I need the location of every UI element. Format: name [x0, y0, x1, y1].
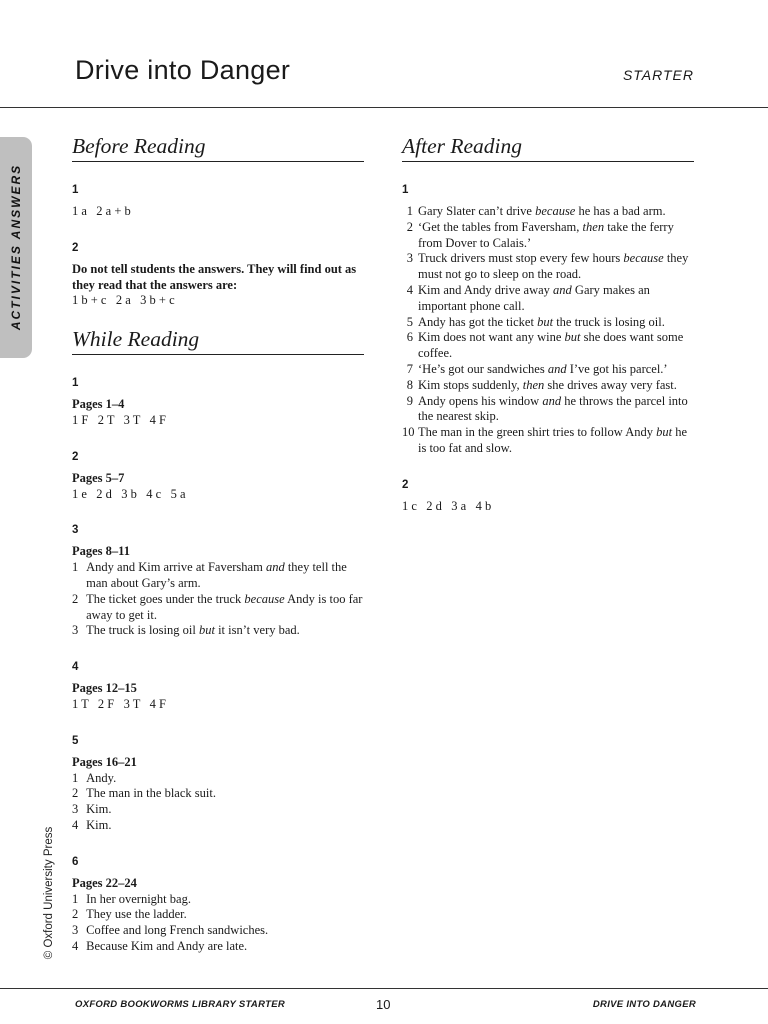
exercise-number: 5 [72, 734, 79, 747]
pages-label: Pages 1–4 [72, 397, 125, 412]
pages-label: Pages 12–15 [72, 681, 137, 696]
page-number: 10 [376, 997, 391, 1012]
answer-line: 1 c 2 d 3 a 4 b [402, 498, 492, 513]
answer-item: 3 Kim. [72, 802, 112, 817]
exercise-number: 6 [72, 855, 79, 868]
right-column [402, 133, 694, 515]
answer-item: 3 Truck drivers must stop every few hours because they must not go to sleep on the road. [406, 251, 689, 282]
before-reading-heading: Before Reading [72, 133, 364, 162]
answer-item: 3 The truck is losing oil but it isn’t very bad. [72, 623, 300, 638]
answer-item: 1 Andy. [72, 770, 117, 785]
answer-item: 9 Andy opens his window and he throws the parcel into the nearest skip. [406, 393, 688, 424]
answer-item: 1 Andy and Kim arrive at Faversham and they tell the man about Gary’s arm. [72, 560, 347, 590]
exercise-number: 2 [72, 241, 79, 254]
footer-book-title: DRIVE INTO DANGER [592, 999, 696, 1010]
answer-item: 2 The man in the black suit. [72, 786, 216, 801]
pages-label: Pages 8–11 [72, 544, 130, 559]
answer-line: 1 e 2 d 3 b 4 c 5 a [72, 486, 186, 501]
answer-item: 10 The man in the green shirt tries to follow Andy but he is too fat and slow. [402, 425, 688, 455]
answer-item: 4 Kim. [72, 817, 112, 832]
answer-item: 4 Kim and Andy drive away and Gary makes an important phone call. [406, 282, 650, 313]
while-reading-heading: While Reading [72, 326, 364, 355]
pages-label: Pages 5–7 [72, 470, 125, 485]
exercise-number: 3 [72, 524, 79, 537]
after-reading-heading: After Reading [402, 133, 694, 162]
answer-item: 2 ‘Get the tables from Faversham, then take the ferry from Dover to Calais.’ [406, 219, 674, 250]
answer-line: 1 T 2 F 3 T 4 F [72, 696, 166, 711]
answer-item: 7 ‘He’s got our sandwiches and I’ve got his parcel.’ [406, 361, 668, 376]
exercise-number: 1 [72, 377, 79, 390]
footer-series: OXFORD BOOKWORMS LIBRARY STARTER [75, 999, 285, 1010]
footer-rule [0, 988, 768, 989]
pages-label: Pages 22–24 [72, 875, 137, 890]
answer-item: 6 Kim does not want any wine but she does want some coffee. [406, 330, 684, 361]
answer-item: 4 Because Kim and Andy are late. [72, 938, 248, 953]
exercise-number: 2 [402, 478, 409, 491]
answer-item: 3 Coffee and long French sandwiches. [72, 923, 269, 938]
header-rule [0, 107, 768, 108]
answer-line: 1 b + c 2 a 3 b + c [72, 293, 175, 308]
exercise-number: 4 [72, 661, 79, 674]
pages-label: Pages 16–21 [72, 754, 137, 769]
answer-item: 5 Andy has got the ticket but the truck is losing oil. [406, 314, 665, 329]
copyright-notice: © Oxford University Press [43, 826, 55, 960]
exercise-number: 1 [72, 184, 79, 196]
answer-item: 1 Gary Slater can’t drive because he has a bad arm. [406, 204, 666, 218]
answer-item: 1 In her overnight bag. [72, 891, 191, 906]
exercise-number: 2 [72, 450, 79, 463]
answer-item: 2 The ticket goes under the truck because Andy is too far away to get it. [72, 591, 363, 622]
level-label: STARTER [622, 67, 694, 83]
page-title: Drive into Danger [75, 55, 291, 85]
answer-item: 8 Kim stops suddenly, then she drives away very fast. [406, 377, 677, 392]
side-tab-label: ACTIVITIES ANSWERS [9, 163, 23, 331]
answer-line: 1 F 2 T 3 T 4 F [72, 412, 166, 427]
left-column [72, 133, 364, 955]
answer-item: 2 They use the ladder. [72, 907, 187, 922]
teacher-instruction: Do not tell students the answers. They will find out as they read that the answers are: [72, 261, 357, 292]
answer-line: 1 a 2 a + b [72, 204, 131, 218]
exercise-number: 1 [402, 184, 409, 196]
